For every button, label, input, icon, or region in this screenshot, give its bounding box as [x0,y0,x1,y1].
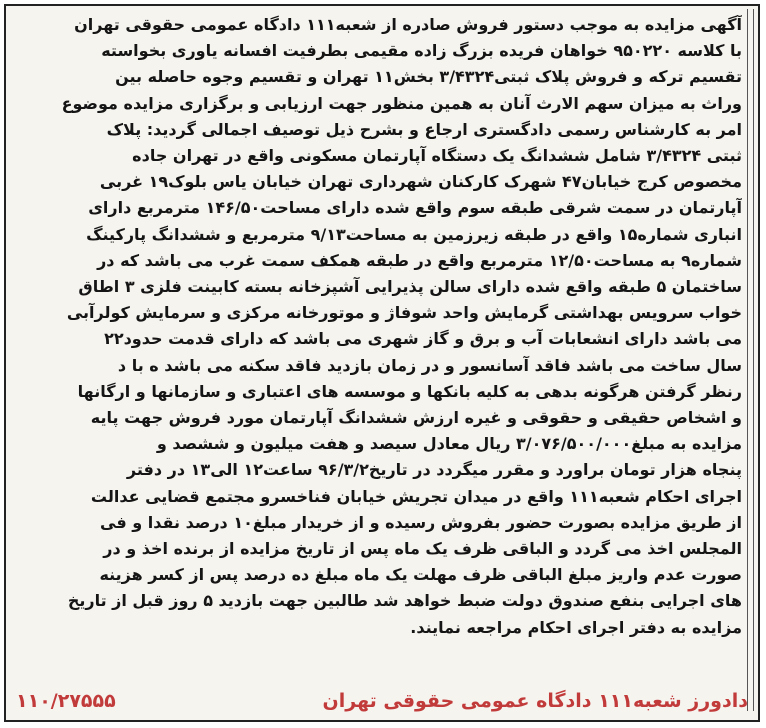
notice-line: وراث به میزان سهم الارث آنان به همین منظور جهت ارزیابی و برگزاری مزایده موضوع [61,93,742,113]
notice-footer [16,686,748,716]
signature-line: دادورز شعبه۱۱۱ دادگاه عمومی حقوقی تهران [322,690,748,712]
notice-line: ثبتی ۳/۴۳۲۴ شامل ششدانگ یک دستگاه آپارتمان مسکونی واقع در تهران جاده [132,146,742,166]
notice-line: با کلاسه ۹۵۰۲۲۰ خواهان فریده بزرگ زاده مقیمی بطرفیت افسانه یاوری بخواسته [101,41,742,61]
notice-line: آپارتمان در سمت شرقی طبقه سوم واقع شده دارای مساحت۱۴۶/۵۰ مترمربع دارای [88,198,742,218]
notice-line: مزایده به مبلغ۳/۰۷۶/۵۰۰/۰۰۰ ریال معادل سیصد و هفت میلیون و ششصد و [156,434,742,454]
notice-line: های اجرایی بنفع صندوق دولت ضبط خواهد شد طالبین جهت بازدید ۵ روز قبل از تاریخ [67,591,742,611]
notice-line: شماره۹ به مساحت۱۲/۵۰ مترمربع واقع در طبقه همکف سمت غرب می باشد که در [97,250,742,270]
notice-line: پنجاه هزار تومان براورد و مقرر میگردد در تاریخ۹۶/۳/۲ ساعت۱۲ الی۱۳ در دفتر [126,460,742,480]
notice-line: می باشد دارای انشعابات آب و برق و گاز شهری می باشد که دارای قدمت حدود۲۲ [104,329,742,349]
notice-line: رنظر گرفتن هرگونه بدهی به کلیه بانکها و موسسه های اعتباری و سازمانها و ارگانها [77,381,742,401]
notice-line: ساختمان ۵ طبقه واقع شده دارای سالن پذیرایی آشپزخانه بسته کابینت فلزی ۳ اطاق [78,277,742,297]
notice-line: از طریق مزایده بصورت حضور بفروش رسیده و از خریدار مبلغ۱۰ درصد نقدا و فی [100,512,742,532]
notice-line: و اشخاص حقیقی و حقوقی و غیره ارزش ششدانگ آپارتمان مورد فروش جهت پایه [90,408,742,428]
notice-line: اجرای احکام شعبه۱۱۱ واقع در میدان تجریش خیابان فناخسرو مجتمع قضایی عدالت [90,486,742,506]
notice-line: مزایده به دفتر اجرای احکام مراجعه نمایند. [410,617,742,637]
notice-line: مخصوص کرج خیابان۴۷ شهرک کارکنان شهرداری تهران خیابان یاس بلوک۱۹ غربی [99,172,742,192]
notice-body [16,12,748,641]
notice-line: صورت عدم واریز مبلغ الباقی ظرف مهلت یک ماه مبلغ ده درصد پس از کسر هزینه [99,565,742,585]
notice-line: تقسیم ترکه و فروش پلاک ثبتی۳/۴۳۲۴ بخش۱۱ تهران و تقسیم وجوه حاصله بین [115,67,742,87]
notice-line: خواب سرویس بهداشتی گرمایش واحد شوفاژ و موتورخانه مرکزی و سرمایش کولرآبی [66,303,742,323]
notice-line: امر به کارشناس رسمی دادگستری ارجاع و بشرح ذیل توصیف اجمالی گردید: پلاک [106,119,742,139]
notice-line: سال ساخت می باشد فاقد آسانسور و در زمان بازدید فاقد سکنه می باشد ه با د [117,355,742,375]
notice-line: آگهی مزایده به موجب دستور فروش صادره از شعبه۱۱۱ دادگاه عمومی حقوقی تهران [74,15,742,34]
notice-line: انباری شماره۱۵ واقع در طبقه زیرزمین به مساحت۹/۱۳ مترمربع و ششدانگ پارکینگ [86,224,742,244]
reference-number: ۱۱۰/۲۷۵۵۵ [16,690,116,712]
notice-line: المجلس اخذ می گردد و الباقی ظرف یک ماه پس از تاریخ مزایده از برنده اخذ و در [103,539,742,559]
auction-notice [4,4,760,722]
